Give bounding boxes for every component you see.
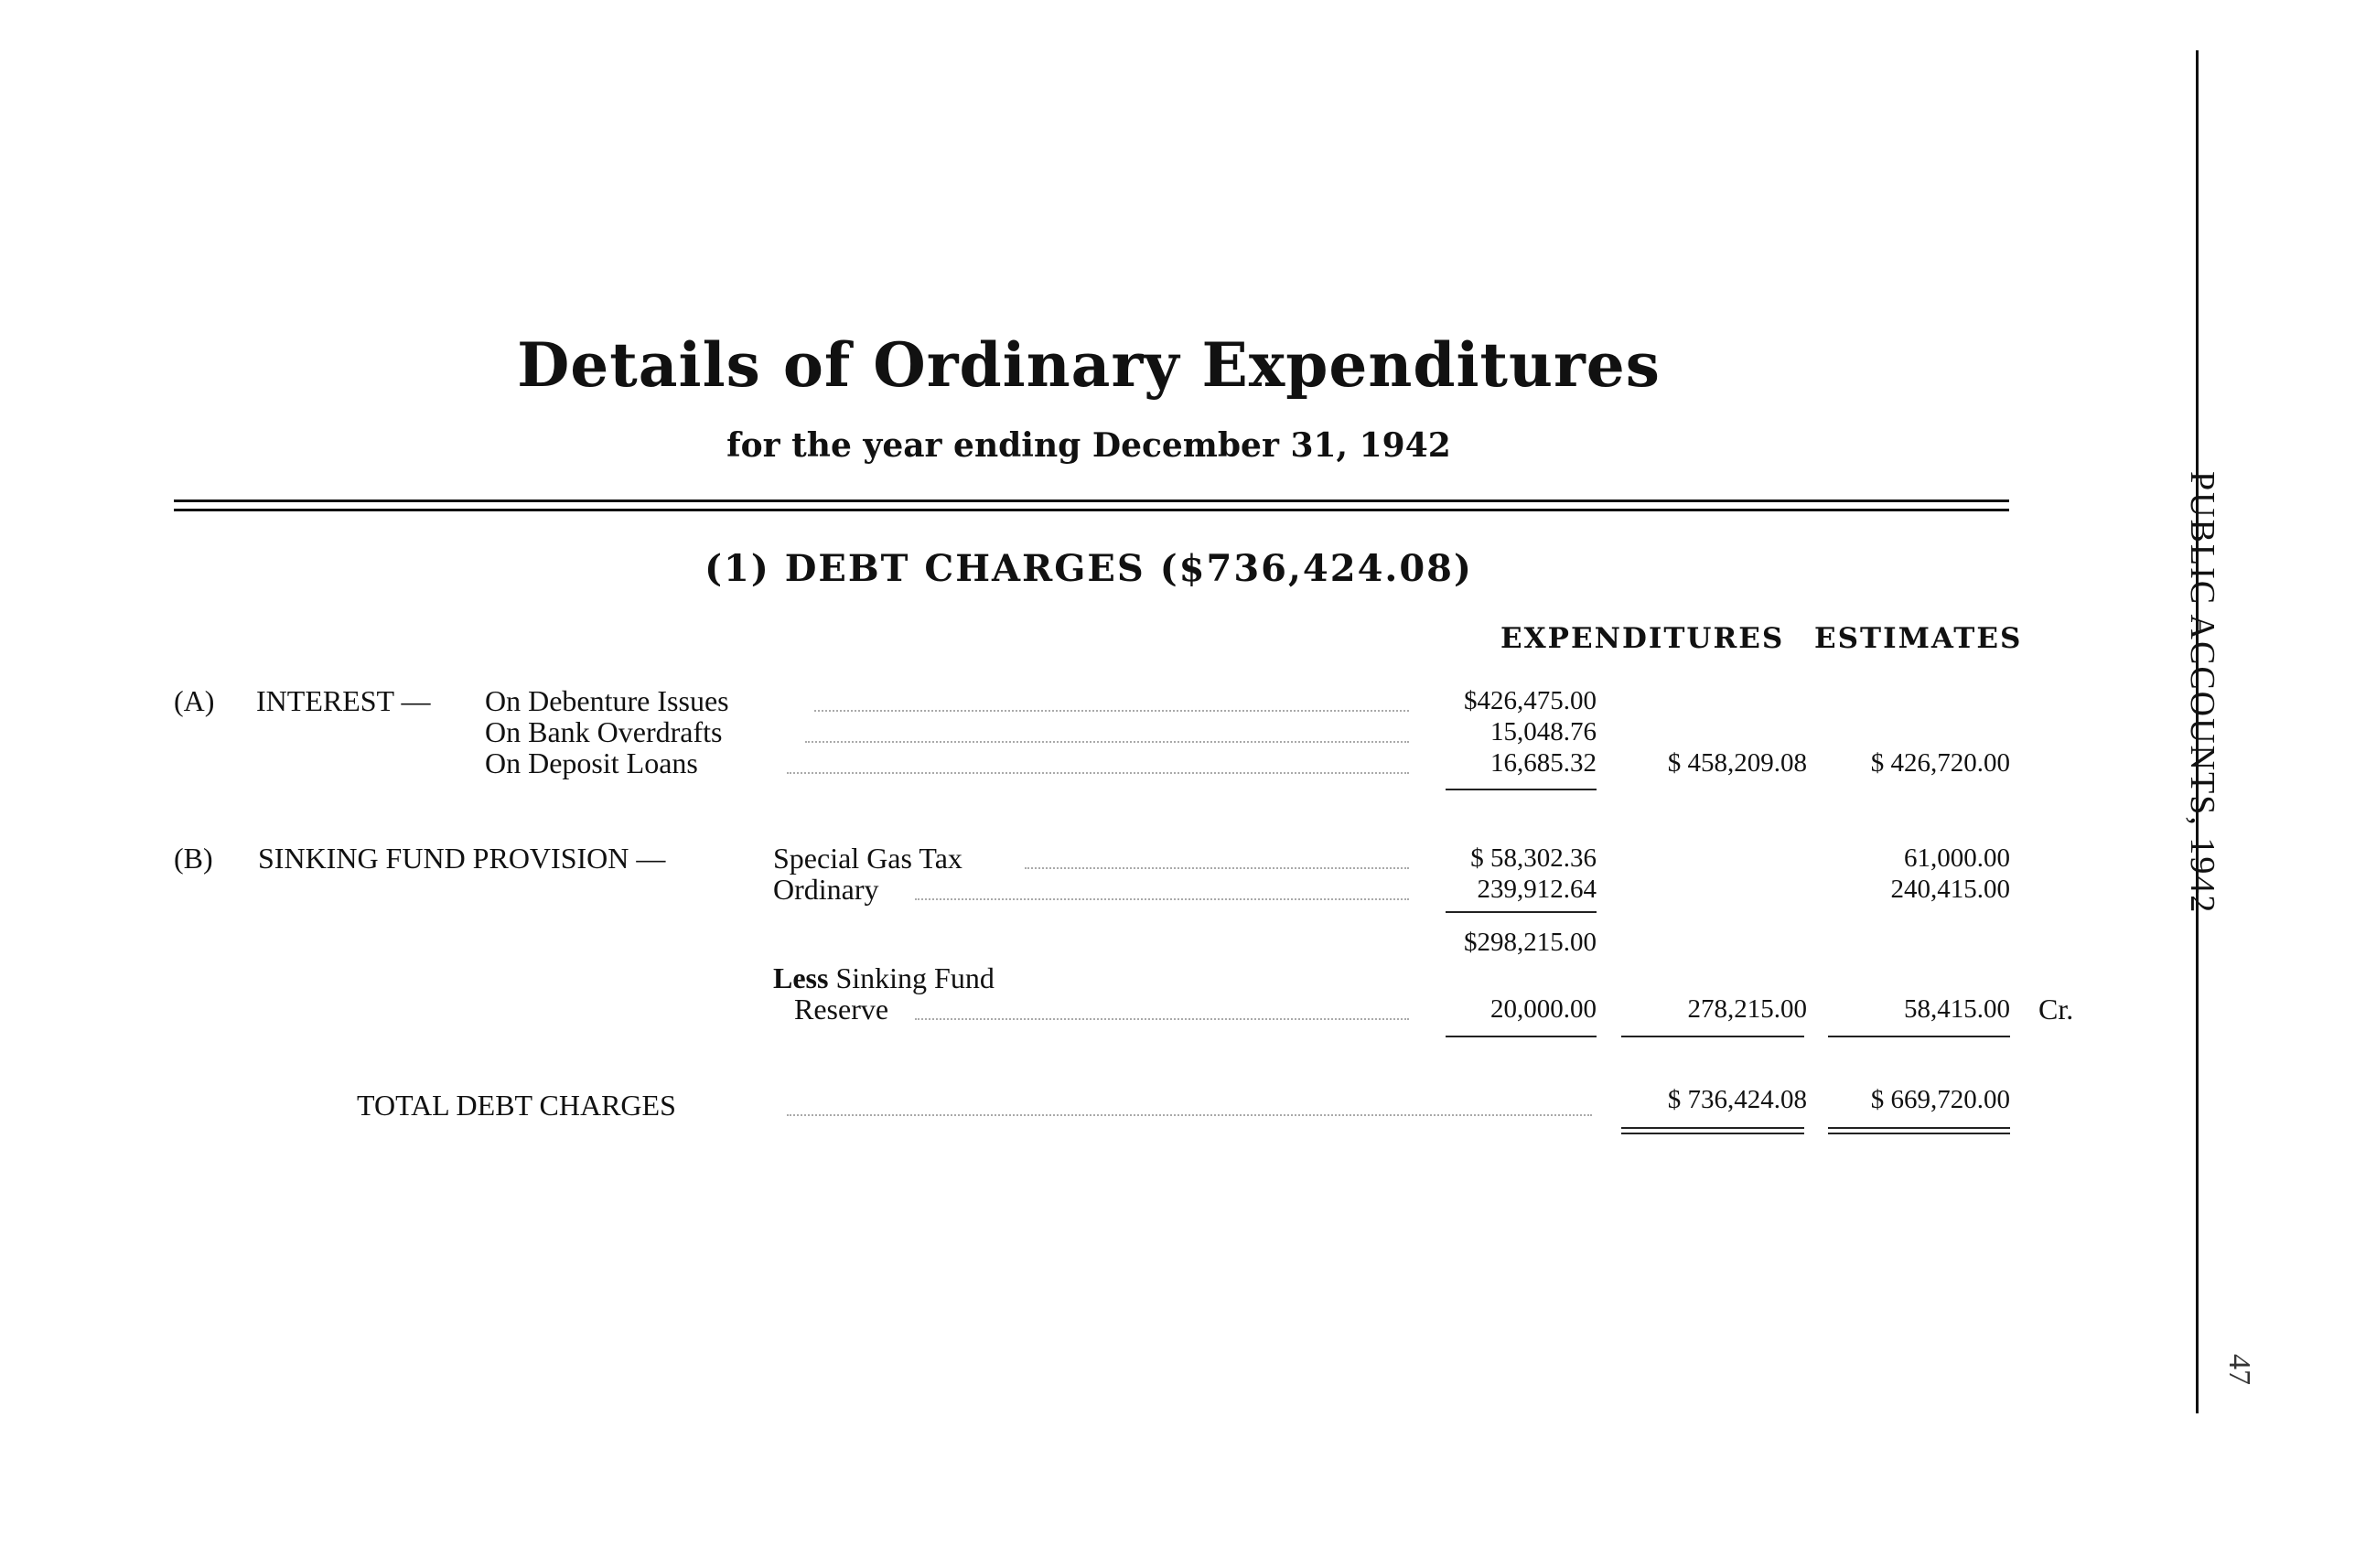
- total-estimate: $ 669,720.00: [1870, 1085, 2010, 1114]
- interest-item-deposit-label: On Deposit Loans: [485, 746, 698, 779]
- less-text: Sinking Fund: [835, 961, 995, 994]
- interest-heading: INTEREST —: [256, 684, 431, 717]
- column-header-expenditures: EXPENDITURES: [1500, 622, 1785, 655]
- leader-dots: [915, 1018, 1409, 1020]
- leader-dots: [787, 1114, 1592, 1116]
- sinking-fund-gas-tax-estimate: 61,000.00: [1904, 843, 2010, 873]
- column-header-estimates: ESTIMATES: [1814, 622, 2023, 655]
- running-title: PUBLIC ACCOUNTS, 1942: [2183, 471, 2221, 915]
- credit-marker: Cr.: [2038, 993, 2074, 1026]
- page-number: 47: [2222, 1354, 2256, 1385]
- page-subtitle: for the year ending December 31, 1942: [726, 426, 1451, 465]
- less-sinking-fund-label: [773, 961, 995, 994]
- interest-total-expenditure: $ 458,209.08: [1667, 748, 1807, 778]
- less-bold: Less: [773, 961, 829, 994]
- sinking-fund-gas-tax-amount: $ 58,302.36: [1470, 843, 1597, 873]
- reserve-amount: 20,000.00: [1490, 994, 1597, 1024]
- sinking-fund-net-expenditure: 278,215.00: [1687, 994, 1807, 1024]
- underline: [1446, 789, 1597, 790]
- total-expenditure: $ 736,424.08: [1667, 1085, 1807, 1114]
- sinking-fund-marker: (B): [174, 842, 213, 875]
- section-heading: (1) DEBT CHARGES ($736,424.08): [704, 547, 1473, 590]
- total-underline-top: [1621, 1127, 1804, 1129]
- interest-marker: (A): [174, 684, 215, 717]
- total-underline-bottom: [1828, 1133, 2010, 1134]
- double-rule-bottom: [174, 509, 2009, 511]
- leader-dots: [814, 710, 1409, 712]
- double-rule-top: [174, 499, 2009, 502]
- running-title-wrap: [2182, 471, 2283, 983]
- reserve-label: Reserve: [794, 993, 889, 1026]
- total-label: TOTAL DEBT CHARGES: [357, 1089, 676, 1122]
- underline: [1446, 911, 1597, 913]
- leader-dots: [805, 741, 1409, 743]
- interest-total-estimate: $ 426,720.00: [1870, 748, 2010, 778]
- sinking-fund-ordinary-amount: 239,912.64: [1477, 875, 1597, 904]
- sinking-fund-net-estimate: 58,415.00: [1904, 994, 2010, 1024]
- interest-item-overdrafts-label: On Bank Overdrafts: [485, 715, 723, 748]
- total-underline-top: [1828, 1127, 2010, 1129]
- leader-dots: [787, 772, 1409, 774]
- total-underline-bottom: [1621, 1133, 1804, 1134]
- page-title: Details of Ordinary Expenditures: [517, 329, 1661, 401]
- sinking-fund-gas-tax-label: Special Gas Tax: [773, 842, 962, 875]
- sinking-fund-ordinary-label: Ordinary: [773, 873, 879, 906]
- interest-item-deposit-amount: 16,685.32: [1490, 748, 1597, 778]
- underline: [1828, 1036, 2010, 1037]
- sinking-fund-heading: SINKING FUND PROVISION —: [258, 842, 666, 875]
- interest-item-overdrafts-amount: 15,048.76: [1490, 717, 1597, 746]
- sinking-fund-subtotal: $298,215.00: [1464, 928, 1597, 957]
- underline: [1621, 1036, 1804, 1037]
- leader-dots: [915, 898, 1409, 900]
- underline: [1446, 1036, 1597, 1037]
- interest-item-debenture-amount: $426,475.00: [1464, 686, 1597, 715]
- leader-dots: [1025, 867, 1409, 869]
- interest-item-debenture-label: On Debenture Issues: [485, 684, 729, 717]
- sinking-fund-ordinary-estimate: 240,415.00: [1890, 875, 2010, 904]
